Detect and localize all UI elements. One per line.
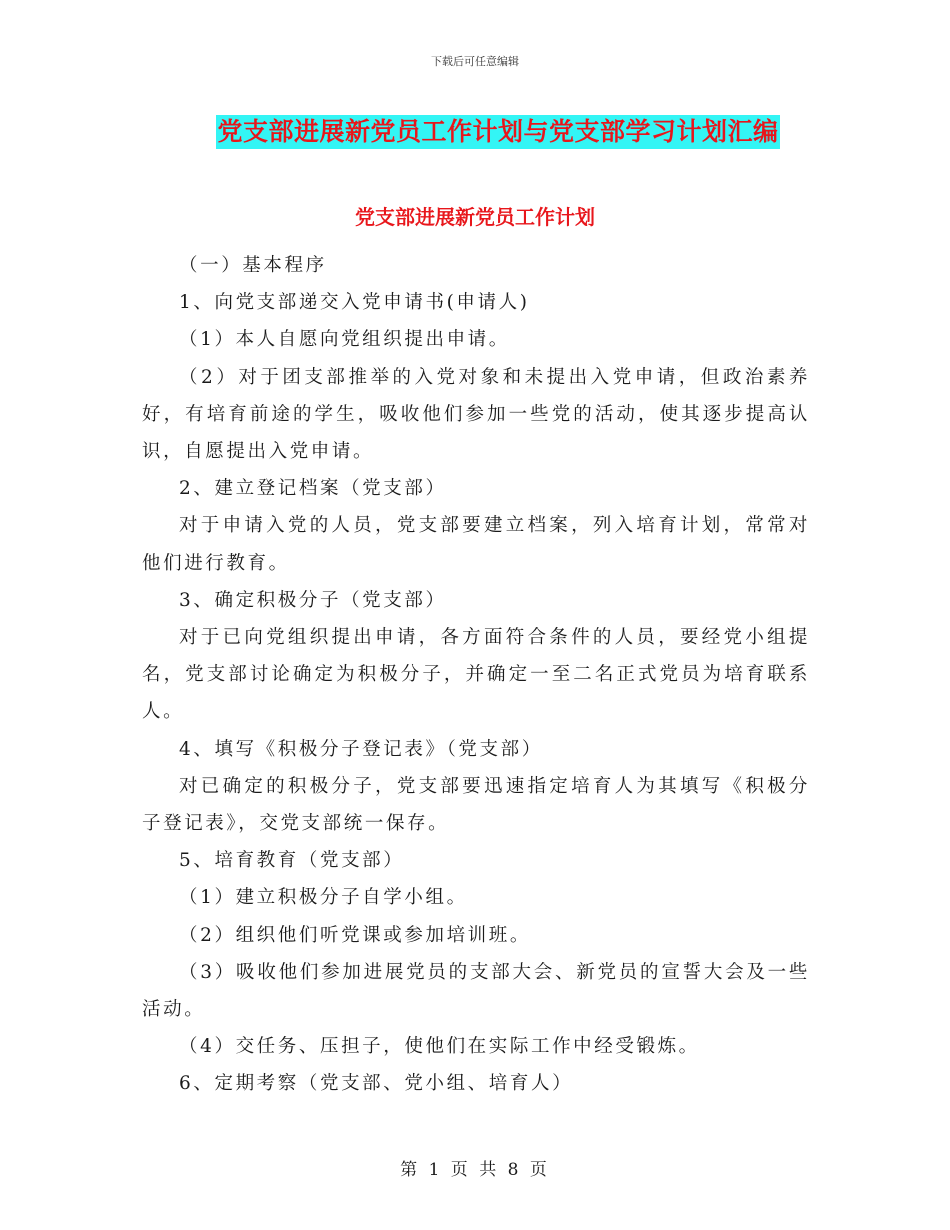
paragraph: 4、填写《积极分子登记表》（党支部） <box>179 738 543 760</box>
document-title-highlight: 党支部进展新党员工作计划与党支部学习计划汇编 <box>216 115 779 149</box>
paragraph: （1）本人自愿向党组织提出申请。 <box>179 329 510 351</box>
paragraph: 对于申请入党的人员，党支部要建立档案，列入培育计划，常常对他们进行教育。 <box>142 515 810 574</box>
document-body <box>142 247 810 1103</box>
header-note: 下载后可任意编辑 <box>431 55 519 68</box>
paragraph: 6、定期考察（党支部、党小组、培育人） <box>179 1073 574 1095</box>
page-number-footer: 第 1 页 共 8 页 <box>400 1160 550 1180</box>
paragraph: （一）基本程序 <box>179 255 327 276</box>
paragraph: 对于已向党组织提出申请，各方面符合条件的人员，要经党小组提名，党支部讨论确定为积极分子，并确定一至二名正式党员为培育联系人。 <box>142 627 810 723</box>
paragraph: （2）组织他们听党课或参加培训班。 <box>179 924 531 946</box>
paragraph: （2）对于团支部推举的入党对象和未提出入党申请，但政治素养好，有培育前途的学生，吸收他们参加一些党的活动，使其逐步提高认识，自愿提出入党申请。 <box>142 366 810 463</box>
paragraph: 对已确定的积极分子，党支部要迅速指定培育人为其填写《积极分子登记表》，交党支部统一保存。 <box>142 775 810 835</box>
document-title <box>0 110 950 149</box>
paragraph: 3、确定积极分子（党支部） <box>179 589 447 611</box>
paragraph: 2、建立登记档案（党支部） <box>179 478 447 500</box>
paragraph: 1、向党支部递交入党申请书(申请人) <box>179 292 530 314</box>
paragraph: （3）吸收他们参加进展党员的支部大会、新党员的宣誓大会及一些活动。 <box>142 961 810 1021</box>
paragraph: （1）建立积极分子自学小组。 <box>179 887 468 909</box>
section-title: 党支部进展新党员工作计划 <box>355 205 595 229</box>
paragraph: （4）交任务、压担子，使他们在实际工作中经受锻炼。 <box>179 1036 700 1058</box>
paragraph: 5、培育教育（党支部） <box>179 850 405 872</box>
